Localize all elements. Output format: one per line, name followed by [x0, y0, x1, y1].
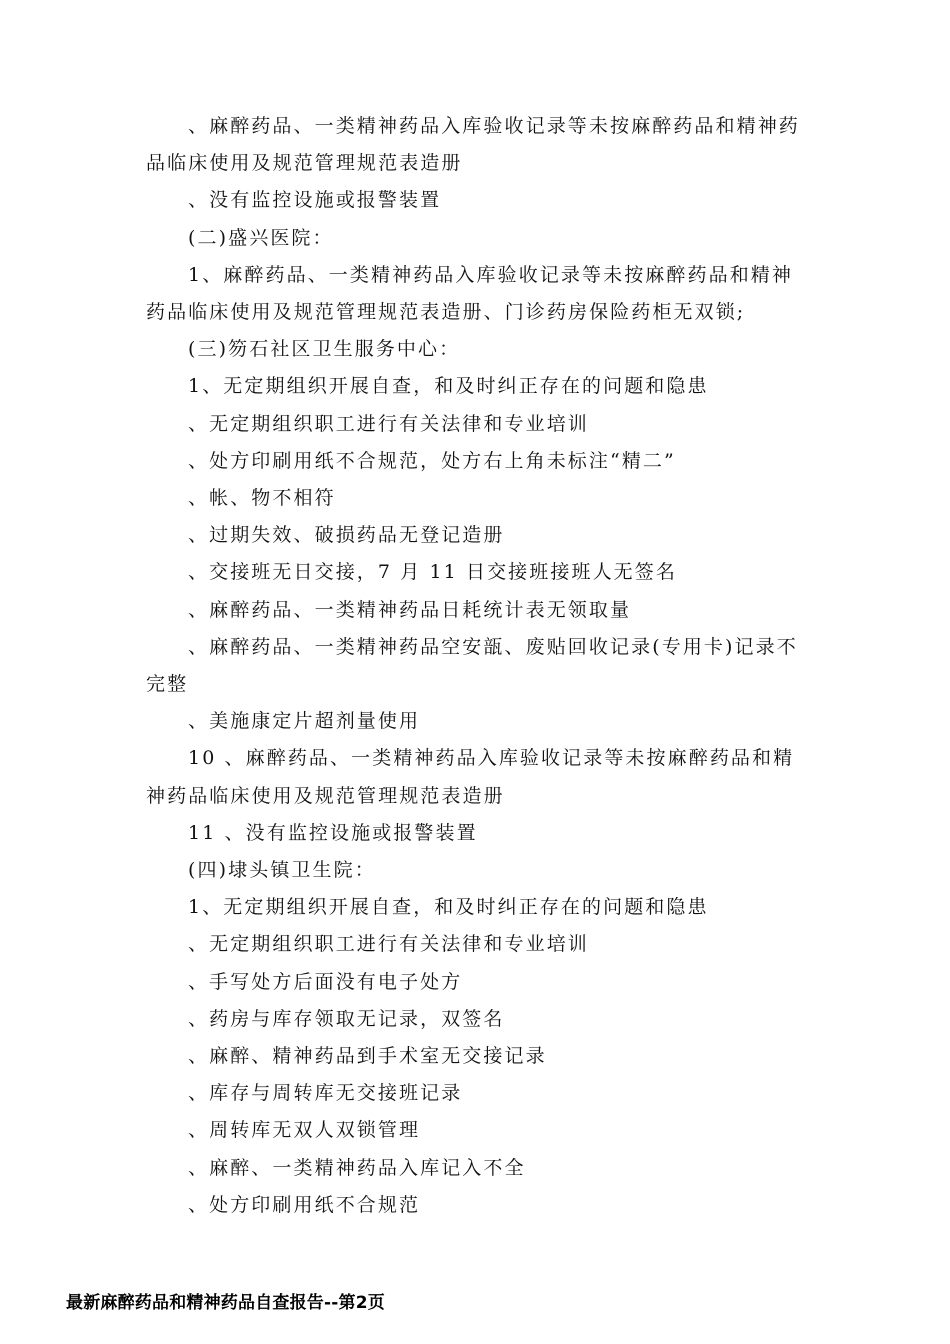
paragraph-11: 、交接班无日交接，7 月 11 日交接班接班人无签名 [188, 561, 677, 584]
paragraph-13: 、麻醉药品、一类精神药品空安瓿、废贴回收记录(专用卡)记录不完整 [146, 635, 798, 696]
paragraph-16: 11 、没有监控设施或报警装置 [188, 821, 478, 844]
paragraph-18: 1、无定期组织开展自查，和及时纠正存在的问题和隐患 [188, 896, 709, 919]
paragraph-8: 、处方印刷用纸不合规范，处方右上角未标注“精二” [188, 449, 676, 472]
paragraph-21: 、药房与库存领取无记录，双签名 [188, 1007, 505, 1030]
section-heading-3: (三)笏石社区卫生服务中心： [188, 338, 461, 361]
section-heading-4: (四)埭头镇卫生院： [188, 859, 376, 882]
paragraph-6: 1、无定期组织开展自查，和及时纠正存在的问题和隐患 [188, 375, 709, 398]
paragraph-7: 、无定期组织职工进行有关法律和专业培训 [188, 412, 589, 435]
paragraph-26: 、处方印刷用纸不合规范 [188, 1193, 421, 1216]
paragraph-14: 、美施康定片超剂量使用 [188, 710, 421, 733]
paragraph-1: 、麻醉药品、一类精神药品入库验收记录等未按麻醉药品和精神药品临床使用及规范管理规范表造册 [146, 115, 800, 175]
paragraph-12: 、麻醉药品、一类精神药品日耗统计表无领取量 [188, 598, 632, 621]
paragraph-20: 、手写处方后面没有电子处方 [188, 970, 463, 993]
paragraph-9: 、帐、物不相符 [188, 487, 336, 510]
paragraph-24: 、周转库无双人双锁管理 [188, 1119, 421, 1142]
section-heading-2: (二)盛兴医院： [188, 226, 334, 249]
page-footer: 最新麻醉药品和精神药品自查报告--第2页 [66, 1293, 385, 1313]
document-body [146, 108, 808, 1224]
paragraph-10: 、过期失效、破损药品无登记造册 [188, 524, 505, 547]
paragraph-22: 、麻醉、精神药品到手术室无交接记录 [188, 1045, 547, 1068]
paragraph-25: 、麻醉、一类精神药品入库记入不全 [188, 1156, 526, 1179]
paragraph-19: 、无定期组织职工进行有关法律和专业培训 [188, 933, 589, 956]
paragraph-15: 10 、麻醉药品、一类精神药品入库验收记录等未按麻醉药品和精神药品临床使用及规范管理规范表造册 [146, 747, 795, 807]
paragraph-2: 、没有监控设施或报警装置 [188, 189, 442, 212]
paragraph-23: 、库存与周转库无交接班记录 [188, 1082, 463, 1105]
paragraph-4: 1、麻醉药品、一类精神药品入库验收记录等未按麻醉药品和精神药品临床使用及规范管理规范表造册、门诊药房保险药柜无双锁; [146, 263, 793, 324]
